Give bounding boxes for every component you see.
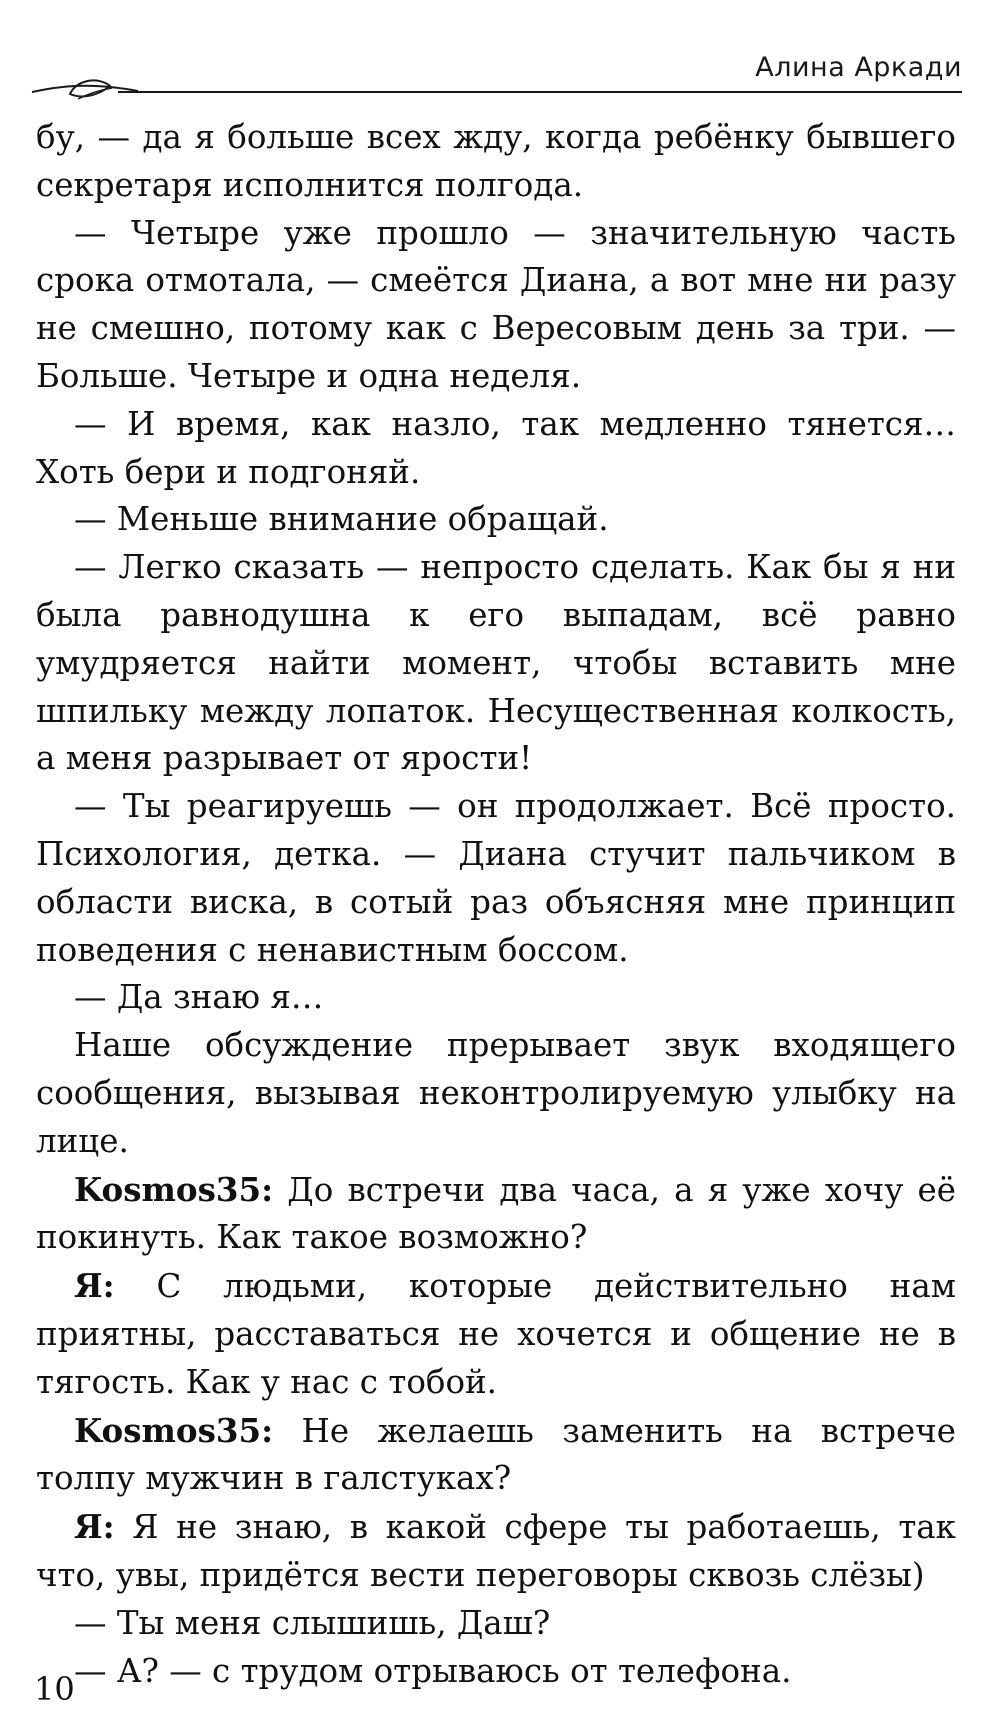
paragraph-text: — Легко сказать — непросто сделать. Как бы я ни была равнодушна к его выпадам, всё равно умудряется найти момент, чтобы вставить мне шпильку между лопаток. Несущественная колкость, а меня разрывает от ярости!	[36, 548, 956, 778]
paragraph	[36, 1166, 956, 1263]
running-header	[0, 0, 1000, 120]
speaker-name: Я:	[74, 1266, 115, 1306]
author-name: Алина Аркади	[755, 52, 962, 83]
paragraph	[36, 1600, 956, 1648]
paragraph-text: — Четыре уже прошло — значительную часть срока отмотала, — смеётся Диана, а вот мне ни разу не смешно, потому как с Вересовым день за три. — Больше. Четыре и одна неделя.	[36, 213, 956, 395]
paragraph	[36, 974, 956, 1022]
paragraph	[36, 1503, 956, 1600]
paragraph-text: — Меньше внимание обращай.	[74, 500, 609, 539]
speaker-name: Kosmos35:	[74, 1169, 274, 1209]
paragraph-text: До встречи два часа, а я уже хочу её покинуть. Как такое возможно?	[36, 1170, 956, 1257]
paragraph-text: — Да знаю я…	[74, 978, 324, 1017]
quill-ornament-icon	[30, 72, 140, 108]
paragraph-text: бу, — да я больше всех жду, когда ребёнку бывшего секретаря исполнится полгода.	[36, 118, 956, 204]
speaker-name: Я:	[74, 1507, 115, 1547]
paragraph	[36, 114, 956, 210]
paragraph	[36, 1262, 956, 1406]
paragraph	[36, 1022, 956, 1165]
header-rule	[118, 91, 962, 93]
paragraph-text: — И время, как назло, так медленно тянется… Хоть бери и подгоняй.	[36, 404, 956, 491]
paragraph-text: Я не знаю, в какой сфере ты работаешь, так что, увы, придётся вести переговоры сквозь слёзы)	[36, 1508, 956, 1594]
paragraph	[36, 210, 956, 401]
chapter-text	[36, 114, 956, 1695]
paragraph-text: — Ты меня слышишь, Даш?	[74, 1603, 551, 1642]
paragraph-text: — Ты реагируешь — он продолжает. Всё просто. Психология, детка. — Диана стучит пальчиком в области виска, в сотый раз объясняя мне принцип поведения с ненавистным боссом.	[36, 787, 956, 969]
paragraph-text: Не желаешь заменить на встрече толпу мужчин в галстуках?	[36, 1411, 956, 1498]
paragraph	[36, 496, 956, 544]
paragraph	[36, 1648, 956, 1696]
paragraph	[36, 401, 956, 497]
paragraph	[36, 544, 956, 783]
paragraph	[36, 1407, 956, 1504]
paragraph-text: С людьми, которые действительно нам приятны, расставаться не хочется и общение не в тягость. Как у нас с тобой.	[36, 1267, 956, 1401]
paragraph-text: Наше обсуждение прерывает звук входящего сообщения, вызывая неконтролируемую улыбку на лице.	[36, 1026, 956, 1160]
page-number: 10	[34, 1670, 75, 1708]
speaker-name: Kosmos35:	[74, 1410, 274, 1450]
paragraph	[36, 783, 956, 974]
paragraph-text: — А? — с трудом отрываюсь от телефона.	[74, 1651, 792, 1690]
